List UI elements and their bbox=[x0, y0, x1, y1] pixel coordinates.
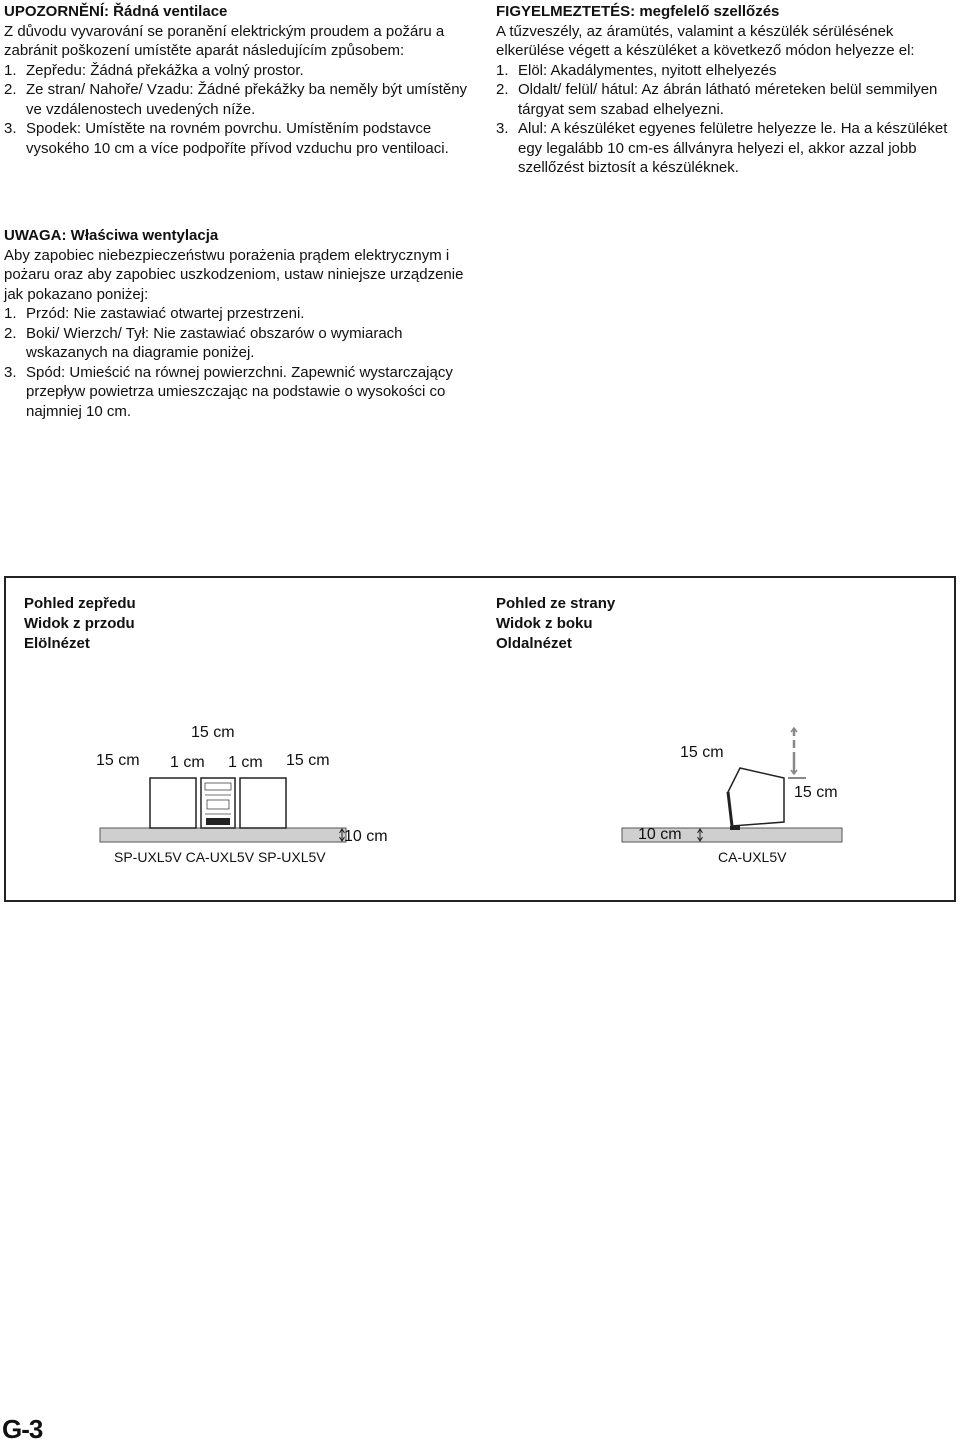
czech-warning-intro: Z důvodu vyvarování se poranění elektrickým proudem a požáru a zabránit poškození umístěte aparát následujícím způsobem: bbox=[4, 22, 445, 59]
item-text: Spodek: Umístěte na rovném povrchu. Umístěním podstavce vysokého 10 cm a více podpoříte přívod vzduchu pro ventiloaci. bbox=[26, 120, 449, 157]
list-item bbox=[4, 61, 476, 81]
side-stand-height-label: 10 cm bbox=[638, 826, 682, 843]
item-text: Przód: Nie zastawiać otwartej przestrzeni. bbox=[26, 305, 305, 322]
front-gap-right-label: 1 cm bbox=[228, 754, 263, 771]
unit-foot bbox=[730, 826, 740, 830]
list-item bbox=[496, 80, 956, 119]
list-item bbox=[4, 80, 476, 119]
item-number: 1. bbox=[4, 61, 17, 79]
item-text: Elöl: Akadálymentes, nyitott elhelyezés bbox=[518, 61, 777, 79]
item-number: 3. bbox=[4, 120, 17, 137]
side-view-caption-pl: Widok z boku bbox=[496, 615, 593, 632]
front-view-caption-pl: Widok z przodu bbox=[24, 615, 135, 632]
ventilation-diagram-box bbox=[4, 576, 956, 902]
unit-side-profile bbox=[728, 768, 784, 826]
left-speaker bbox=[150, 778, 196, 828]
item-number: 2. bbox=[496, 81, 509, 98]
right-speaker bbox=[240, 778, 286, 828]
item-text: Ze stran/ Nahoře/ Vzadu: Žádné překážky ba neměly být umístěny ve vzdálenostech uvedených níže. bbox=[26, 81, 468, 118]
list-item bbox=[4, 119, 476, 158]
item-number: 3. bbox=[496, 120, 509, 137]
side-top-clearance-label: 15 cm bbox=[680, 744, 724, 761]
list-item bbox=[4, 324, 474, 363]
list-item bbox=[496, 61, 956, 81]
main-unit-base bbox=[206, 818, 230, 825]
item-text: Oldalt/ felül/ hátul: Az ábrán látható méreteken belül semmilyen tárgyat sem szabad elhelyezni. bbox=[518, 81, 938, 118]
front-right-clearance-label: 15 cm bbox=[286, 752, 330, 769]
item-number: 1. bbox=[4, 305, 17, 322]
item-text: Spód: Umieścić na równej powierzchni. Zapewnić wystarczający przepływ powietrza umieszczając na podstawie o wysokości co najmniej 10 cm. bbox=[26, 363, 453, 420]
czech-ventilation-warning bbox=[4, 2, 476, 158]
czech-warning-title: UPOZORNĚNÍ: Řádná ventilace bbox=[4, 3, 228, 20]
list-item bbox=[496, 119, 956, 178]
front-view-caption-cz: Pohled zepředu bbox=[24, 595, 136, 612]
front-top-clearance-label: 15 cm bbox=[191, 724, 235, 741]
side-model-label: CA-UXL5V bbox=[718, 849, 787, 865]
front-left-clearance-label: 15 cm bbox=[96, 752, 140, 769]
side-rear-clearance-label: 15 cm bbox=[794, 784, 838, 801]
front-view-caption-hu: Elölnézet bbox=[24, 635, 90, 652]
front-model-labels: SP-UXL5V CA-UXL5V SP-UXL5V bbox=[114, 849, 326, 865]
item-text: Boki/ Wierzch/ Tył: Nie zastawiać obszarów o wymiarach wskazanych na diagramie poniżej. bbox=[26, 324, 403, 361]
list-item bbox=[4, 363, 474, 422]
page-number: G-3 bbox=[2, 1414, 43, 1444]
front-gap-left-label: 1 cm bbox=[170, 754, 205, 771]
polish-ventilation-warning bbox=[4, 226, 474, 421]
front-stand-height-label: 10 cm bbox=[344, 828, 388, 845]
hungarian-warning-title: FIGYELMEZTETÉS: megfelelő szellőzés bbox=[496, 3, 780, 20]
polish-warning-title: UWAGA: Właściwa wentylacja bbox=[4, 227, 219, 244]
item-text: Alul: A készüléket egyenes felületre helyezze le. Ha a készüléket egy legalább 10 cm-es állványra helyezi el, akkor azzal jobb szellőzést biztosít a készüléknek. bbox=[518, 120, 948, 176]
item-number: 3. bbox=[4, 363, 17, 381]
front-view-drawing bbox=[100, 778, 346, 842]
item-text: Zepředu: Žádná překážka a volný prostor. bbox=[26, 61, 304, 79]
list-item bbox=[4, 304, 474, 324]
polish-warning-intro: Aby zapobiec niebezpieczeństwu porażenia prądem elektrycznym i pożaru oraz aby zapobiec uszkodzeniom, ustaw niniejsze urządzenie jak pokazano poniżej: bbox=[4, 246, 464, 303]
side-view-caption-cz: Pohled ze strany bbox=[496, 595, 616, 612]
hungarian-ventilation-warning bbox=[496, 2, 956, 178]
item-number: 1. bbox=[496, 61, 509, 79]
item-number: 2. bbox=[4, 324, 17, 342]
item-number: 2. bbox=[4, 81, 17, 98]
front-stand bbox=[100, 828, 346, 842]
side-view-caption-hu: Oldalnézet bbox=[496, 635, 572, 652]
hungarian-warning-intro: A tűzveszély, az áramütés, valamint a készülék sérülésének elkerülése végett a készüléket a következő módon helyezze el: bbox=[496, 22, 915, 59]
